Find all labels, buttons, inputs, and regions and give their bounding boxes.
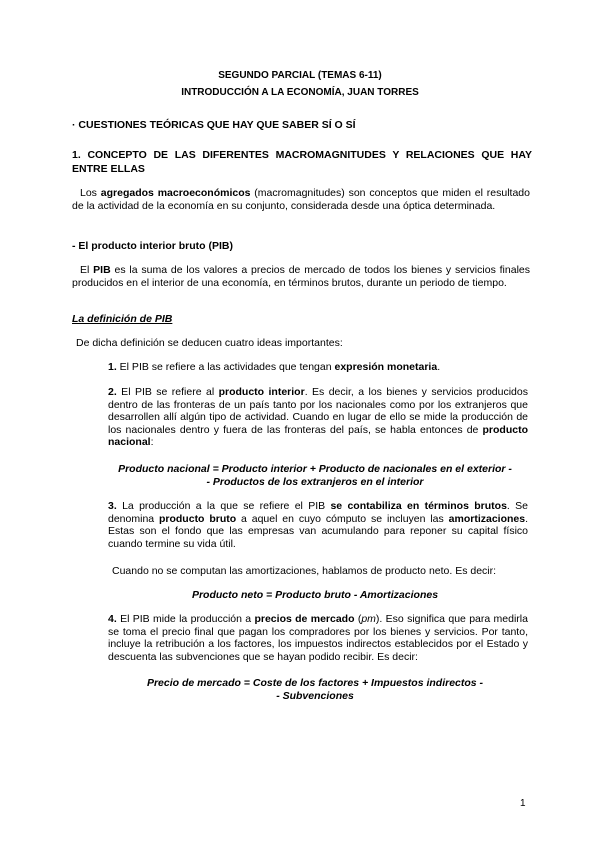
- term-agregados: agregados macroeconómicos: [100, 187, 251, 199]
- neto-intro: Cuando no se computan las amortizaciones, hablamos de producto neto. Es decir:: [112, 565, 497, 577]
- page-number: 1: [520, 798, 526, 809]
- intro-paragraph: Los agregados macroeconómicos (macromagnitudes) son conceptos que miden el resultado de la actividad de la economía en su conjunto, considerada desde una óptica determinada.: [72, 187, 530, 212]
- formula-producto-nacional: Producto nacional = Producto interior + Producto de nacionales en el exterior - - Productos de los extranjeros en el interior: [118, 463, 512, 488]
- formula-producto-neto: Producto neto = Producto bruto - Amortizaciones: [191, 589, 439, 601]
- section-heading: · CUESTIONES TEÓRICAS QUE HAY QUE SABER SÍ O SÍ: [72, 119, 356, 131]
- header-title-line2: INTRODUCCIÓN A LA ECONOMÍA, JUAN TORRES: [181, 87, 419, 98]
- term-pib: PIB: [93, 264, 111, 276]
- idea-2: 2. El PIB se refiere al producto interior. Es decir, a los bienes y servicios producidos dentro de las fronteras de un país tanto por los nacionales como por los extranjeros que desarrollen allí algún tipo de actividad. Cuando en lugar de ello se mide la producción de los nacionales dentro y fuera de las fronteras del país, se habla entonces de producto nacional:: [108, 386, 528, 448]
- idea-3: 3. La producción a la que se refiere el PIB se contabiliza en términos brutos. Se denomina producto bruto a aquel en cuyo cómputo se incluyen las amortizaciones. Estas son el fondo que las empresas van acumulando para reponer su capital físico cuando termine su vida útil.: [108, 500, 529, 550]
- definition-heading: La definición de PIB: [72, 313, 173, 325]
- definition-intro: De dicha definición se deducen cuatro ideas importantes:: [76, 337, 343, 349]
- header-title-line1: SEGUNDO PARCIAL (TEMAS 6-11): [218, 70, 382, 81]
- idea-1: 1. El PIB se refiere a las actividades que tengan expresión monetaria.: [108, 361, 441, 373]
- idea-4: 4. El PIB mide la producción a precios de mercado (pm). Eso significa que para medirla se toma el precio final que pagan los compradores por los bienes y servicios. Por tanto, incluye la retribución a los factores, los impuestos indirectos establecidos por el Estado y descuenta las subvenciones que se hayan podido recibir. Es decir:: [108, 613, 528, 663]
- pib-heading: - El producto interior bruto (PIB): [72, 240, 233, 252]
- pib-definition-paragraph: El PIB es la suma de los valores a precios de mercado de todos los bienes y servicios finales producidos en el interior de una economía, en términos brutos, durante un periodo de tiempo.: [72, 264, 530, 289]
- formula-precio-mercado: Precio de mercado = Coste de los factores + Impuestos indirectos - - Subvenciones: [146, 677, 484, 702]
- question-heading: 1. CONCEPTO DE LAS DIFERENTES MACROMAGNITUDES Y RELACIONES QUE HAY ENTRE ELLAS: [72, 149, 532, 175]
